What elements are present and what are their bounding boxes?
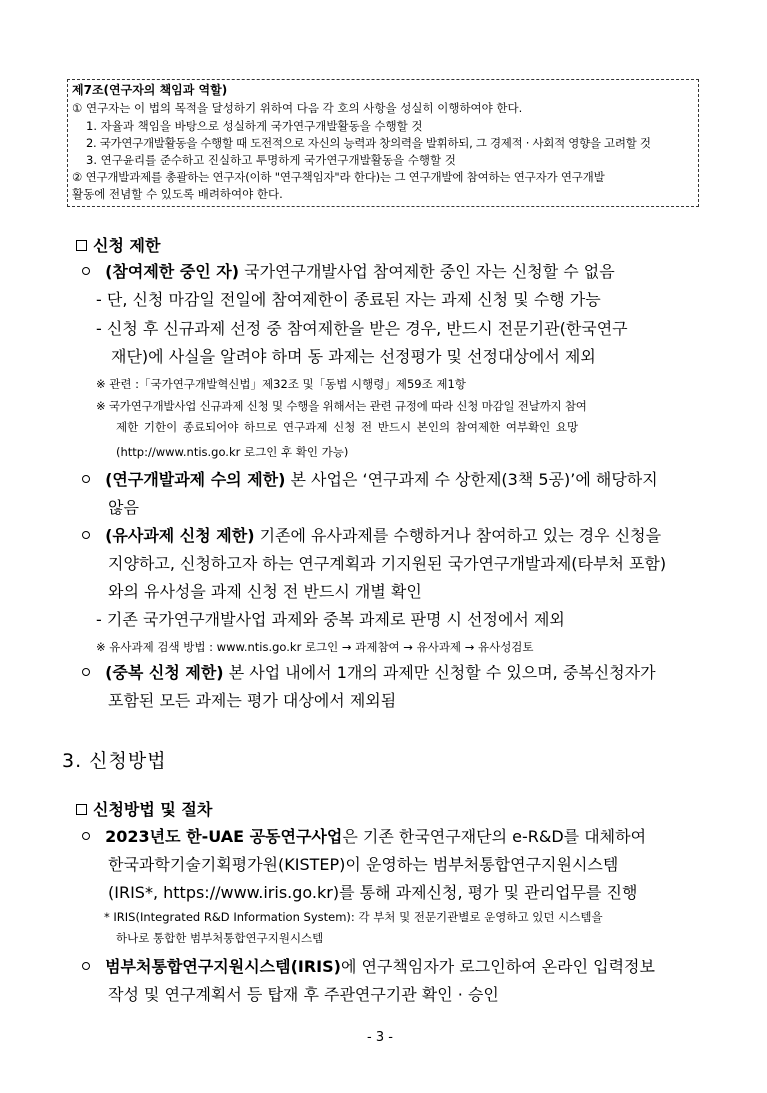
method-bullet-2-bold: 범부처통합연구지원시스템(IRIS): [105, 957, 341, 976]
circle-bullet-icon: [82, 668, 90, 676]
restrict-note-2b: 제한 기한이 종료되어야 하므로 연구과제 신청 전 반드시 본인의 참여제한 여부확인 요망: [116, 420, 579, 434]
method-bullet-1-l2: 한국과학기술기획평가원(KISTEP)이 운영하는 범부처통합연구지원시스템: [108, 855, 619, 874]
restrict-heading: [76, 233, 160, 256]
method-bullet-1: [82, 823, 646, 851]
law-item-2: 2. 국가연구개발활동을 수행할 때 도전적으로 자신의 능력과 창의력을 발휘하되, 그 경제적 · 사회적 영향을 고려할 것: [86, 136, 651, 150]
square-bullet-icon: [76, 804, 87, 815]
bullet-1-bold: (참여제한 중인 자): [105, 262, 240, 281]
circle-bullet-icon: [82, 475, 90, 483]
circle-bullet-icon: [82, 832, 90, 840]
circle-bullet-icon: [82, 962, 90, 970]
restrict-bullet-3-l3: 와의 유사성을 과제 신청 전 반드시 개별 확인: [108, 582, 422, 601]
method-bullet-1-l3: (IRIS*, https://www.iris.go.kr)를 통해 과제신청, 평가 및 관리업무를 진행: [108, 883, 638, 902]
circle-bullet-icon: [82, 531, 90, 539]
restrict-dash-3: - 기존 국가연구개발사업 과제와 중복 과제로 판명 시 선정에서 제외: [96, 610, 565, 629]
restrict-note-2a: ※ 국가연구개발사업 신규과제 신청 및 수행을 위해서는 관련 규정에 따라 신청 마감일 전날까지 참여: [96, 399, 587, 413]
square-bullet-icon: [76, 240, 87, 251]
section-3-title: 3. 신청방법: [62, 750, 167, 772]
method-bullet-2-text: 에 연구책임자가 로그인하여 온라인 입력정보: [340, 957, 655, 976]
restrict-dash-2a: - 신청 후 신규과제 선정 중 참여제한을 받은 경우, 반드시 전문기관(한국연구: [96, 319, 628, 338]
method-note-1b: 하나로 통합한 범부처통합연구지원시스템: [116, 931, 324, 945]
restrict-note-3: ※ 유사과제 검색 방법 : www.ntis.go.kr 로그인 → 과제참여 → 유사과제 → 유사성검토: [96, 640, 534, 654]
restrict-dash-2b: 재단)에 사실을 알려야 하며 동 과제는 선정평가 및 선정대상에서 제외: [111, 347, 596, 366]
method-bullet-2: [82, 953, 655, 981]
law-item-1: 1. 자율과 책임을 바탕으로 성실하게 국가연구개발활동을 수행할 것: [86, 119, 423, 133]
law-item-3: 3. 연구윤리를 준수하고 진실하고 투명하게 국가연구개발활동을 수행할 것: [86, 153, 456, 167]
restrict-bullet-1: [82, 258, 615, 286]
law-title: 제7조(연구자의 책임과 역할): [72, 83, 228, 97]
restrict-bullet-2: [82, 466, 658, 494]
restrict-bullet-3: [82, 522, 661, 550]
restrict-note-2c: (http://www.ntis.go.kr 로그인 후 확인 가능): [116, 445, 349, 459]
bullet-3-text: 기존에 유사과제를 수행하거나 참여하고 있는 경우 신청을: [254, 526, 662, 545]
bullet-2-text: 본 사업은 ‘연구과제 수 상한제(3책 5공)’에 해당하지: [285, 470, 658, 489]
page-number: - 3 -: [367, 1030, 393, 1045]
bullet-1-text: 국가연구개발사업 참여제한 중인 자는 신청할 수 없음: [239, 262, 615, 281]
bullet-4-text: 본 사업 내에서 1개의 과제만 신청할 수 있으며, 중복신청자가: [223, 663, 656, 682]
restrict-bullet-4-l2: 포함된 모든 과제는 평가 대상에서 제외됨: [108, 691, 397, 710]
method-bullet-2-l2: 작성 및 연구계획서 등 탑재 후 주관연구기관 확인 · 승인: [108, 985, 499, 1004]
restrict-heading-text: 신청 제한: [93, 236, 161, 255]
restrict-bullet-3-l2: 지양하고, 신청하고자 하는 연구계획과 기지원된 국가연구개발과제(타부처 포함): [108, 554, 667, 573]
restrict-dash-1: - 단, 신청 마감일 전일에 참여제한이 종료된 자는 과제 신청 및 수행 가능: [96, 290, 601, 309]
law-para-1: ① 연구자는 이 법의 목적을 달성하기 위하여 다음 각 호의 사항을 성실히 이행하여야 한다.: [72, 101, 523, 115]
restrict-note-1: ※ 관련 :「국가연구개발혁신법」제32조 및「동법 시행령」제59조 제1항: [96, 377, 466, 391]
law-para-2-line-1: ② 연구개발과제를 총괄하는 연구자(이하 "연구책임자"라 한다)는 그 연구개발에 참여하는 연구자가 연구개발: [72, 170, 605, 184]
circle-bullet-icon: [82, 267, 90, 275]
bullet-3-bold: (유사과제 신청 제한): [105, 526, 255, 545]
law-para-2-line-2: 활동에 전념할 수 있도록 배려하여야 한다.: [72, 187, 283, 201]
method-heading-text: 신청방법 및 절차: [93, 800, 213, 819]
restrict-bullet-4: [82, 659, 656, 687]
restrict-bullet-2-cont: 않음: [108, 498, 139, 517]
bullet-2-bold: (연구개발과제 수의 제한): [105, 470, 286, 489]
method-bullet-1-text: 은 기존 한국연구재단의 e-R&D를 대체하여: [342, 827, 647, 846]
method-bullet-1-bold: 2023년도 한-UAE 공동연구사업: [105, 827, 343, 846]
bullet-4-bold: (중복 신청 제한): [105, 663, 224, 682]
method-note-1a: * IRIS(Integrated R&D Information System): 각 부처 및 전문기관별로 운영하고 있던 시스템을: [104, 910, 603, 924]
method-heading: [76, 797, 212, 820]
